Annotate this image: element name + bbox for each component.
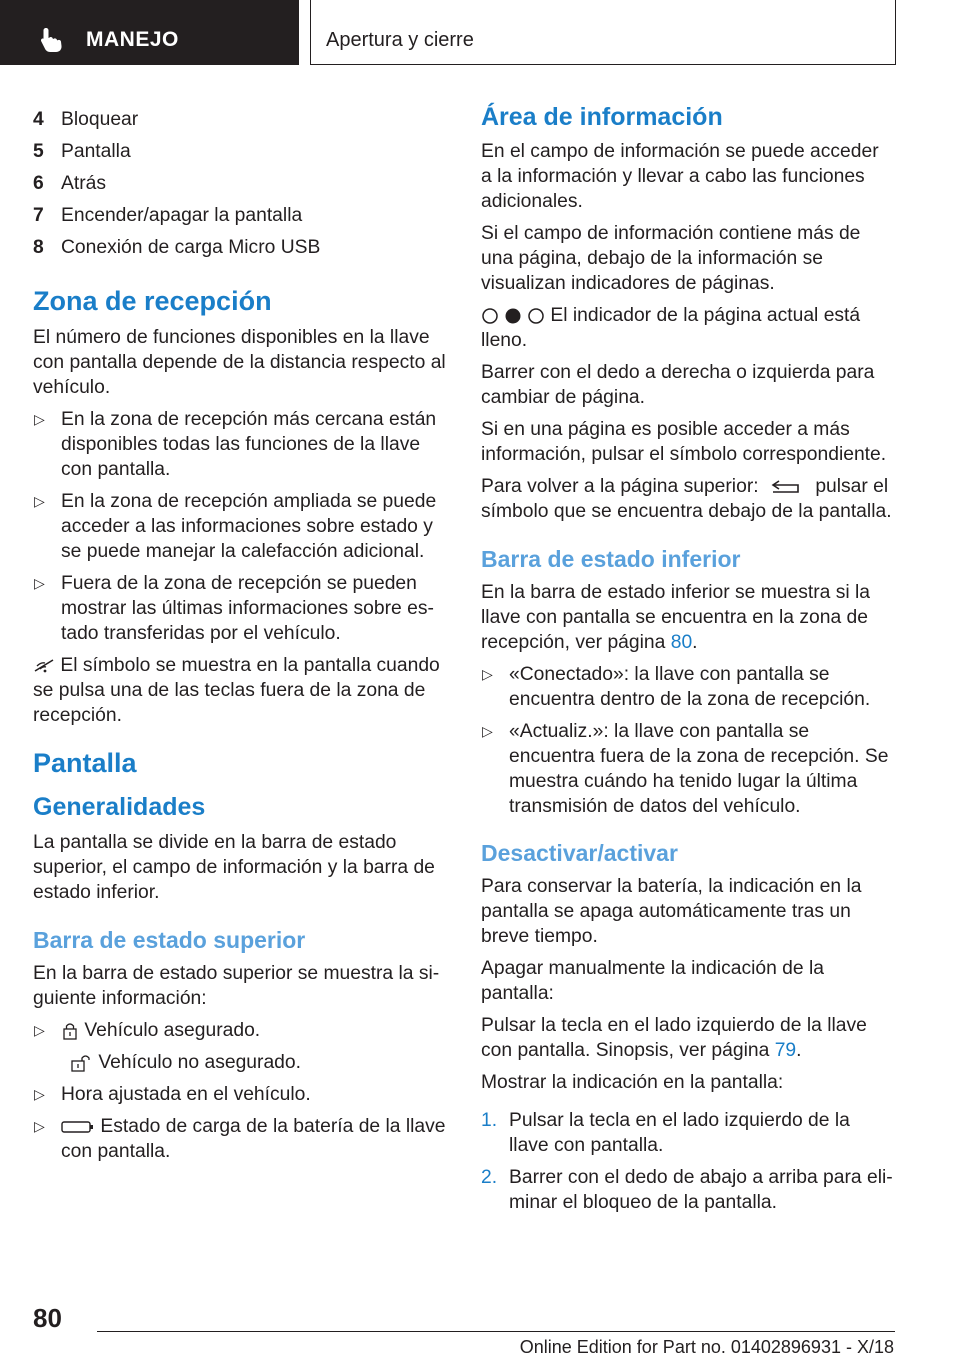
paragraph: Barrer con el dedo a derecha o izquierda para cambiar de página.: [481, 362, 875, 408]
bullet-text: En la zona de recepción ampliada se puede acceder a las informaciones sobre estado y se puede manejar la calefacción adicional.: [61, 491, 437, 562]
page-header: [0, 0, 960, 66]
bullet-item: [33, 571, 448, 646]
step-text: Pulsar la tecla en el lado izquierdo de la llave con pantalla.: [509, 1110, 850, 1156]
heading-pantalla: Pantalla: [33, 748, 137, 778]
triangle-bullet-icon: ▷: [34, 575, 45, 591]
no-signal-icon: [33, 657, 55, 675]
heading-desactivar-activar: Desactivar/activar: [481, 840, 678, 866]
triangle-bullet-icon: ▷: [482, 723, 493, 739]
paragraph-text: En la barra de estado inferior se muestra si la llave con pantalla se encuentra en la zona de recepción, ver página: [481, 582, 871, 653]
chapter-title: Apertura y cierre: [326, 29, 474, 51]
paragraph: Si el campo de información contiene más de una página, debajo de la información se visualizan indicadores de páginas.: [481, 223, 861, 294]
heading-generalidades: Generalidades: [33, 793, 206, 821]
heading-barra-superior: Barra de estado superior: [33, 927, 306, 953]
bullet-item: [481, 662, 894, 712]
triangle-bullet-icon: ▷: [34, 411, 45, 427]
bullet-text: Vehículo no asegurado.: [98, 1052, 301, 1073]
item-text: Pantalla: [61, 141, 131, 162]
step-item: [481, 1165, 894, 1215]
triangle-bullet-icon: ▷: [482, 666, 493, 682]
item-number: 7: [33, 205, 44, 226]
section-title: MANEJO: [86, 28, 179, 51]
triangle-bullet-icon: ▷: [34, 1118, 45, 1134]
list-item: [33, 200, 448, 232]
bullet-item: [33, 489, 448, 564]
bullet-item: [33, 1082, 448, 1107]
list-item: [33, 168, 448, 200]
paragraph-text: pulsar el símbolo que se encuentra debajo de la pantalla.: [481, 476, 892, 522]
list-item: [33, 136, 448, 168]
triangle-bullet-icon: ▷: [34, 493, 45, 509]
back-arrow-icon: [770, 478, 804, 496]
page-number: 80: [33, 1303, 62, 1333]
paragraph: [481, 474, 894, 524]
step-text: Barrer con el dedo de abajo a arriba para eliminar el bloqueo de la pantalla.: [509, 1167, 893, 1213]
page-link[interactable]: 79: [774, 1040, 797, 1061]
bullet-text: Estado de carga de la batería de la llave con pantalla.: [61, 1116, 446, 1162]
item-number: 4: [33, 109, 44, 130]
battery-icon: [61, 1119, 95, 1135]
paragraph: [33, 653, 448, 728]
paragraph-text: Para volver a la página superior:: [481, 476, 759, 497]
numbered-list: [33, 104, 448, 264]
item-text: Atrás: [61, 173, 107, 194]
hand-icon: [40, 27, 64, 53]
bullet-text: En la zona de recepción más cercana están disponibles todas las funciones de la llave con pantalla.: [61, 409, 437, 480]
paragraph: En la barra de estado inferior se muestra si la llave con pantalla se encuentra en la zona de recepción, ver página 80.: [481, 582, 871, 653]
item-number: 8: [33, 237, 44, 258]
right-column: [481, 102, 894, 1222]
paragraph: Si en una página es posible acceder a más información, pulsar el símbolo correspondiente.: [481, 419, 887, 465]
paragraph: Para conservar la batería, la indicación en la pantalla se apaga automáticamente tras un breve tiempo.: [481, 876, 862, 947]
left-column: [33, 104, 448, 1171]
paragraph: Mostrar la indicación en la pantalla:: [481, 1072, 784, 1093]
bullet-text: «Actualiz.»: la llave con pantalla se encuentra fuera de la zona de recepción. Se muestra cuándo ha tenido lugar la última transmisión de datos del vehículo.: [509, 721, 889, 817]
bullet-text: «Conectado»: la llave con pantalla se encuentra dentro de la zona de recepción.: [509, 664, 871, 710]
list-item: [33, 104, 448, 136]
lock-open-icon: [69, 1053, 93, 1073]
footer-edition: Online Edition for Part no. 01402896931 - X/18: [519, 1337, 894, 1357]
item-number: 5: [33, 141, 44, 162]
bullet-subitem: [33, 1050, 448, 1075]
heading-zona-recepcion: Zona de recepción: [33, 286, 272, 316]
paragraph: En la barra de estado superior se muestra la siguiente información:: [33, 963, 440, 1009]
footer-divider: [97, 1331, 895, 1332]
paragraph: El número de funciones disponibles en la llave con pantalla depende de la distancia respecto al vehículo.: [33, 327, 446, 398]
page-link[interactable]: 80: [670, 632, 693, 653]
bullet-text: Hora ajustada en el vehículo.: [61, 1084, 311, 1105]
step-number: 1.: [481, 1110, 498, 1131]
triangle-bullet-icon: ▷: [34, 1086, 45, 1102]
section-tab: [0, 0, 299, 65]
chapter-tab: [310, 0, 896, 65]
page-indicator-icon: [481, 307, 545, 325]
paragraph: Apagar manualmente la indicación de la pantalla:: [481, 958, 824, 1004]
list-item: [33, 232, 448, 264]
paragraph-text: Pulsar la tecla en el lado izquierdo de la llave con pantalla. Sinopsis, ver página: [481, 1015, 867, 1061]
paragraph: Pulsar la tecla en el lado izquierdo de la llave con pantalla. Sinopsis, ver página 79.: [481, 1015, 867, 1061]
step-number: 2.: [481, 1167, 498, 1188]
bullet-item: [33, 407, 448, 482]
lock-closed-icon: [61, 1021, 79, 1041]
heading-area-informacion: Área de información: [481, 103, 723, 131]
paragraph: [481, 303, 894, 353]
paragraph: La pantalla se divide en la barra de estado superior, el campo de información y la barra de estado inferior.: [33, 832, 435, 903]
paragraph: En el campo de información se puede acceder a la información y llevar a cabo las funciones adicionales.: [481, 141, 879, 212]
heading-barra-inferior: Barra de estado inferior: [481, 546, 741, 572]
bullet-item: [33, 1018, 448, 1043]
bullet-item: [33, 1114, 448, 1164]
triangle-bullet-icon: ▷: [34, 1022, 45, 1038]
item-number: 6: [33, 173, 44, 194]
bullet-item: [481, 719, 894, 819]
item-text: Encender/apagar la pantalla: [61, 205, 303, 226]
item-text: Bloquear: [61, 109, 139, 130]
paragraph-text: El indicador de la página actual está lleno.: [481, 305, 861, 351]
step-item: [481, 1108, 894, 1158]
symbol-text: El símbolo se muestra en la pantalla cuando se pulsa una de las teclas fuera de la zona de recepción.: [33, 655, 440, 726]
bullet-text: Vehículo asegurado.: [84, 1020, 261, 1041]
bullet-text: Fuera de la zona de recepción se pueden mostrar las últimas informaciones sobre estado transferidas por el vehículo.: [61, 573, 434, 644]
item-text: Conexión de carga Micro USB: [61, 237, 321, 258]
